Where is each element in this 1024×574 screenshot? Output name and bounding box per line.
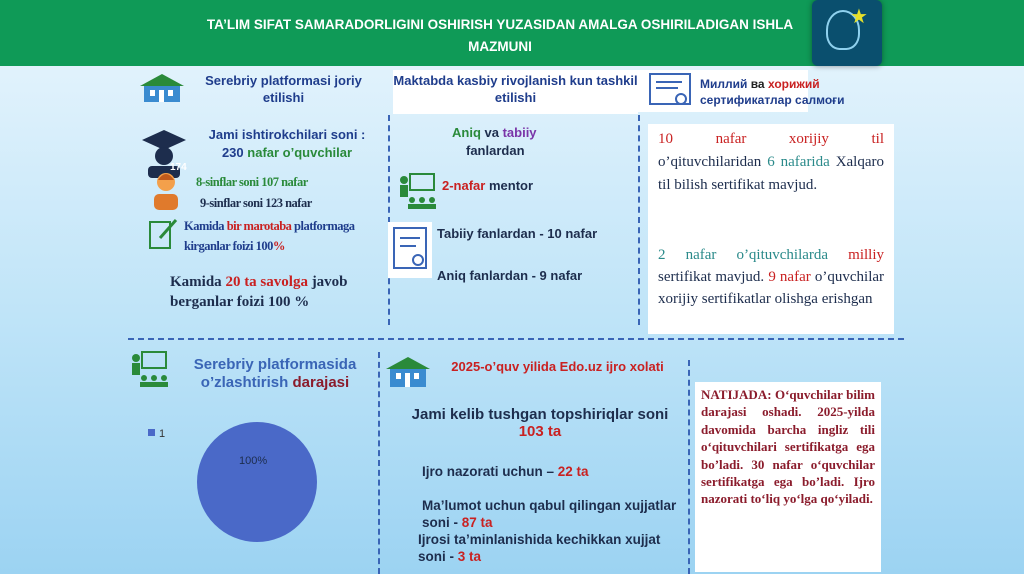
mentor-text: 2-nafar mentor [442,178,534,193]
legend-swatch [148,429,155,436]
divider-v2 [638,115,640,325]
certificate-icon [648,72,692,110]
page-title: TA’LIM SIFAT SAMARADORLIGINI OSHIRISH YUZASIDAN AMALGA OSHIRILADIGAN ISHLA MAZMUNI [206,17,794,54]
participants-text: Jami ishtirokchilari soni : 230 nafar o’quvchilar [208,127,366,160]
col2-title: Maktabda kasbiy rivojlanish kun tashkil etilishi [393,70,638,114]
school-icon-2 [384,355,432,389]
pie-title: Serebriy platformasida o’zlashtirish darajasi [193,356,357,391]
emblem-logo: ★ [812,0,882,66]
result-box: NATIJADA: O‘quvchilar bilim darajasi oshadi. 2025-yilda davomida barcha ingliz tili o‘qituvchilari sertifikatga ega bo’ladi. 30 nafar o‘quvchilar sertifikatga ega bo’ladi. Ijro nazorati to‘liq yo‘lga qo‘yiladi. [695,382,881,572]
school-icon [138,72,186,104]
edo-info: Ma’lumot uchun qabul qilingan xujjatlar soni - 87 ta [422,498,677,530]
teacher-board-icon-2 [130,350,168,388]
certificate-icon-2 [388,222,432,278]
edit-icon [148,218,178,250]
aniq-count: Aniq fanlardan - 9 nafar [437,268,583,283]
student-icon [148,170,184,210]
legend-label: 1 [159,428,166,440]
edo-total: Jami kelib tushgan topshiriqlar soni 103 ta [411,406,669,440]
pie-data-label: 100% [239,455,268,467]
grade8-text: 8-sinflar soni 107 nafar [196,175,308,189]
edo-ijro: Ijro nazorati uchun – 22 ta [422,464,589,479]
col1-title: Serebriy platformasi joriy etilishi [205,73,362,105]
divider-v4 [688,360,690,574]
grade9-text: 9-sinflar soni 123 nafar [200,196,312,210]
teacher-board-icon [398,172,436,210]
edo-late: Ijrosi ta’minlanishida kechikkan xujjat soni - 3 ta [418,532,661,564]
tabiiy-count: Tabiiy fanlardan - 10 nafar [437,226,598,241]
subjects-text: Aniq va tabiiy fanlardan [452,125,537,158]
divider-h [128,338,904,340]
col3-title: Миллий ва хорижий сертификатлар салмоғи [700,77,845,107]
edo-title: 2025-o’quv yilida Edo.uz ijro xolati [451,359,664,374]
pie-slice [197,422,317,542]
col3-p1: 10 nafar xorijiy til o’qituvchilaridan 6 nafarida Xalqaro til bilish sertifikat mavjud. [658,131,884,193]
twenty-text: Kamida 20 ta savolga javob berganlar foizi 100 % [170,274,348,310]
once-text: Kamida bir marotaba platformaga kirganlar foizi 100% [184,219,355,253]
col3-p2: 2 nafar o’qituvchilarda milliy sertifikat mavjud. 9 nafar o’quvchilar xorijiy sertifikatlar olishga erishgan [658,247,885,307]
pie-chart [140,420,380,574]
badge-number: 174 [170,162,187,173]
